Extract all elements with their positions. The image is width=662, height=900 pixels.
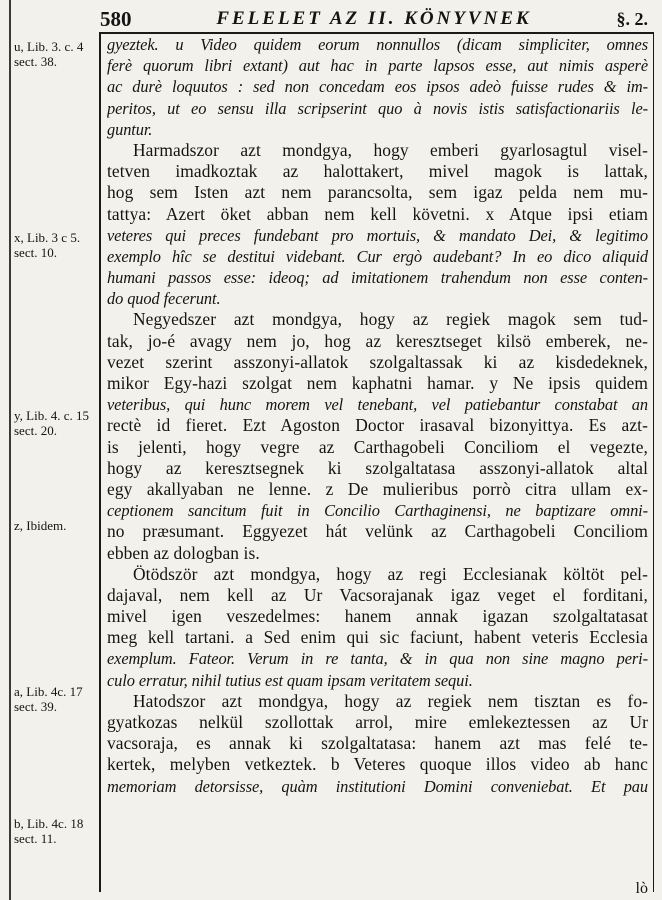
left-margin-rule xyxy=(9,0,11,900)
margin-note-section: sect. 39. xyxy=(14,699,57,714)
text-line: ceptionem sancitum fuit in Concilio Carthaginensi, ne baptizare omni- xyxy=(107,501,648,521)
margin-note-ref: b, Lib. 4c. 18 xyxy=(14,816,84,831)
text-line: humani passos esse: ideoq; ad imitationem trahendum non esse conten- xyxy=(107,268,648,288)
page-number: 580 xyxy=(100,6,132,31)
text-line: vezet szerint asszonyi-allatok szolgaltassak ki az kisdedeknek, xyxy=(107,351,648,372)
text-line: ac durè loquutos : sed non concedam eos ipsos adeò fuisse rudes & im- xyxy=(107,77,648,97)
text-line: veteres qui preces fundebant pro mortuis, & mandato Dei, & legitimo xyxy=(107,225,648,245)
margin-note-ref: u, Lib. 3. c. 4 xyxy=(14,39,84,54)
section-mark: §. 2. xyxy=(616,8,648,29)
margin-note-section: sect. 10. xyxy=(14,245,57,260)
text-line: Negyedszer azt mondgya, hogy az regiek magok sem tud- xyxy=(133,309,648,330)
text-line: tak, jo-é avagy nem jo, hog az keresztseget kilsö emberek, ne- xyxy=(107,330,648,351)
text-line: guntur. xyxy=(107,119,153,139)
text-line: meg kell tartani. a Sed enim qui sic faciunt, habent veteris Ecclesia xyxy=(107,627,648,648)
text-line: is jelenti, hogy vegre az Carthagobeli Conciliom el vegezte, xyxy=(107,436,648,457)
text-line: tetven imadkoztak az halottakert, mivel magok is lattak, xyxy=(107,161,648,182)
text-line: dajaval, nem kell az Ur Vacsorajanak igaz veget el forditani, xyxy=(107,584,648,605)
margin-note-section: sect. 20. xyxy=(14,423,57,438)
margin-note xyxy=(14,816,100,846)
text-line: hog sem Isten azt nem parancsolta, sem igaz pelda nem mu- xyxy=(107,182,648,203)
text-line: peritos, ut eo sensu illa scripserint quo à novis istis satisfactionariis le- xyxy=(107,98,648,118)
text-line: gyatkozas nelkül szollottak arrol, mire emlekeztessen az Ur xyxy=(107,712,648,732)
margin-note xyxy=(14,230,100,260)
running-head xyxy=(100,6,648,32)
margin-note xyxy=(14,518,100,533)
text-line: mivel igen veszedelmes: hanem annak igazan szolgaltatasat xyxy=(107,606,648,627)
text-line: Hatodszor azt mondgya, hogy az regiek nem tisztan es fo- xyxy=(133,690,648,711)
margin-note xyxy=(14,408,100,438)
margin-note xyxy=(14,39,100,69)
text-line: ebben az dologban is. xyxy=(107,542,260,563)
catchword: lò xyxy=(635,880,648,897)
text-line: memoriam detorsisse, quàm institutioni Domini conveniebat. Et pau xyxy=(107,776,648,796)
text-line: exemplum. Fateor. Verum in re tanta, & in qua non sine magno peri- xyxy=(107,649,648,669)
margin-note-section: sect. 11. xyxy=(14,831,57,846)
margin-note-ref: x, Lib. 3 c 5. xyxy=(14,230,81,245)
text-line: tattya: Azert öket abban nem kell követni. x Atque ipsi etiam xyxy=(107,203,648,224)
text-line: Ötödször azt mondgya, hogy az regi Ecclesianak költöt pel- xyxy=(133,563,648,584)
text-line: vacsoraja, es annak ki szolgaltatasa: hanem azt mas felé te- xyxy=(107,733,648,754)
margin-note-section: sect. 38. xyxy=(14,54,57,69)
text-line: egy akallyaban ne lenne. z De mulieribus porrò citra ullam ex- xyxy=(107,478,648,499)
text-line: Harmadszor azt mondgya, hogy emberi gyarlosagtul visel- xyxy=(133,139,648,160)
margin-note-ref: y, Lib. 4. c. 15 xyxy=(14,408,89,423)
text-line: mikor Egy-hazi szolgat nem kaphatni hamar. y Ne ipsis quidem xyxy=(107,373,648,393)
text-line: do quod fecerunt. xyxy=(107,289,221,309)
text-line: gyeztek. u Video quidem eorum nonnullos (dicam simpliciter, omnes xyxy=(107,35,648,54)
text-line: exemplo hîc se destitui videbant. Cur ergò audebant? In eo dico aliquid xyxy=(107,246,648,266)
text-line: hogy az keresztsegnek ki szolgaltatasa asszonyi-allatok altal xyxy=(107,457,648,478)
text-line: kertek, melyben vetkeztek. b Veteres quoque illos video ab hanc xyxy=(107,754,648,775)
text-line: culo erratur, nihil tutius est quam ipsam veritatem sequi. xyxy=(107,670,473,690)
body-text xyxy=(107,34,648,797)
text-line: veteribus, qui hunc morem vel tenebant, vel patiebantur constabat an xyxy=(107,395,648,415)
margin-note-ref: z, Ibidem. xyxy=(14,518,67,533)
margin-note-ref: a, Lib. 4c. 17 xyxy=(14,684,83,699)
text-line: rectè id fieret. Ezt Agoston Doctor irasaval bizonyittya. Es azt- xyxy=(107,415,648,436)
margin-note xyxy=(14,684,100,714)
text-line: no præsumant. Eggyezet hát velünk az Carthagobeli Conciliom xyxy=(107,521,648,542)
text-line: ferè quorum libri extant) aut hac in parte lapsos esse, aut nimis asperè xyxy=(107,56,648,76)
running-title: FELELET AZ II. KÖNYVNEK xyxy=(216,8,532,29)
